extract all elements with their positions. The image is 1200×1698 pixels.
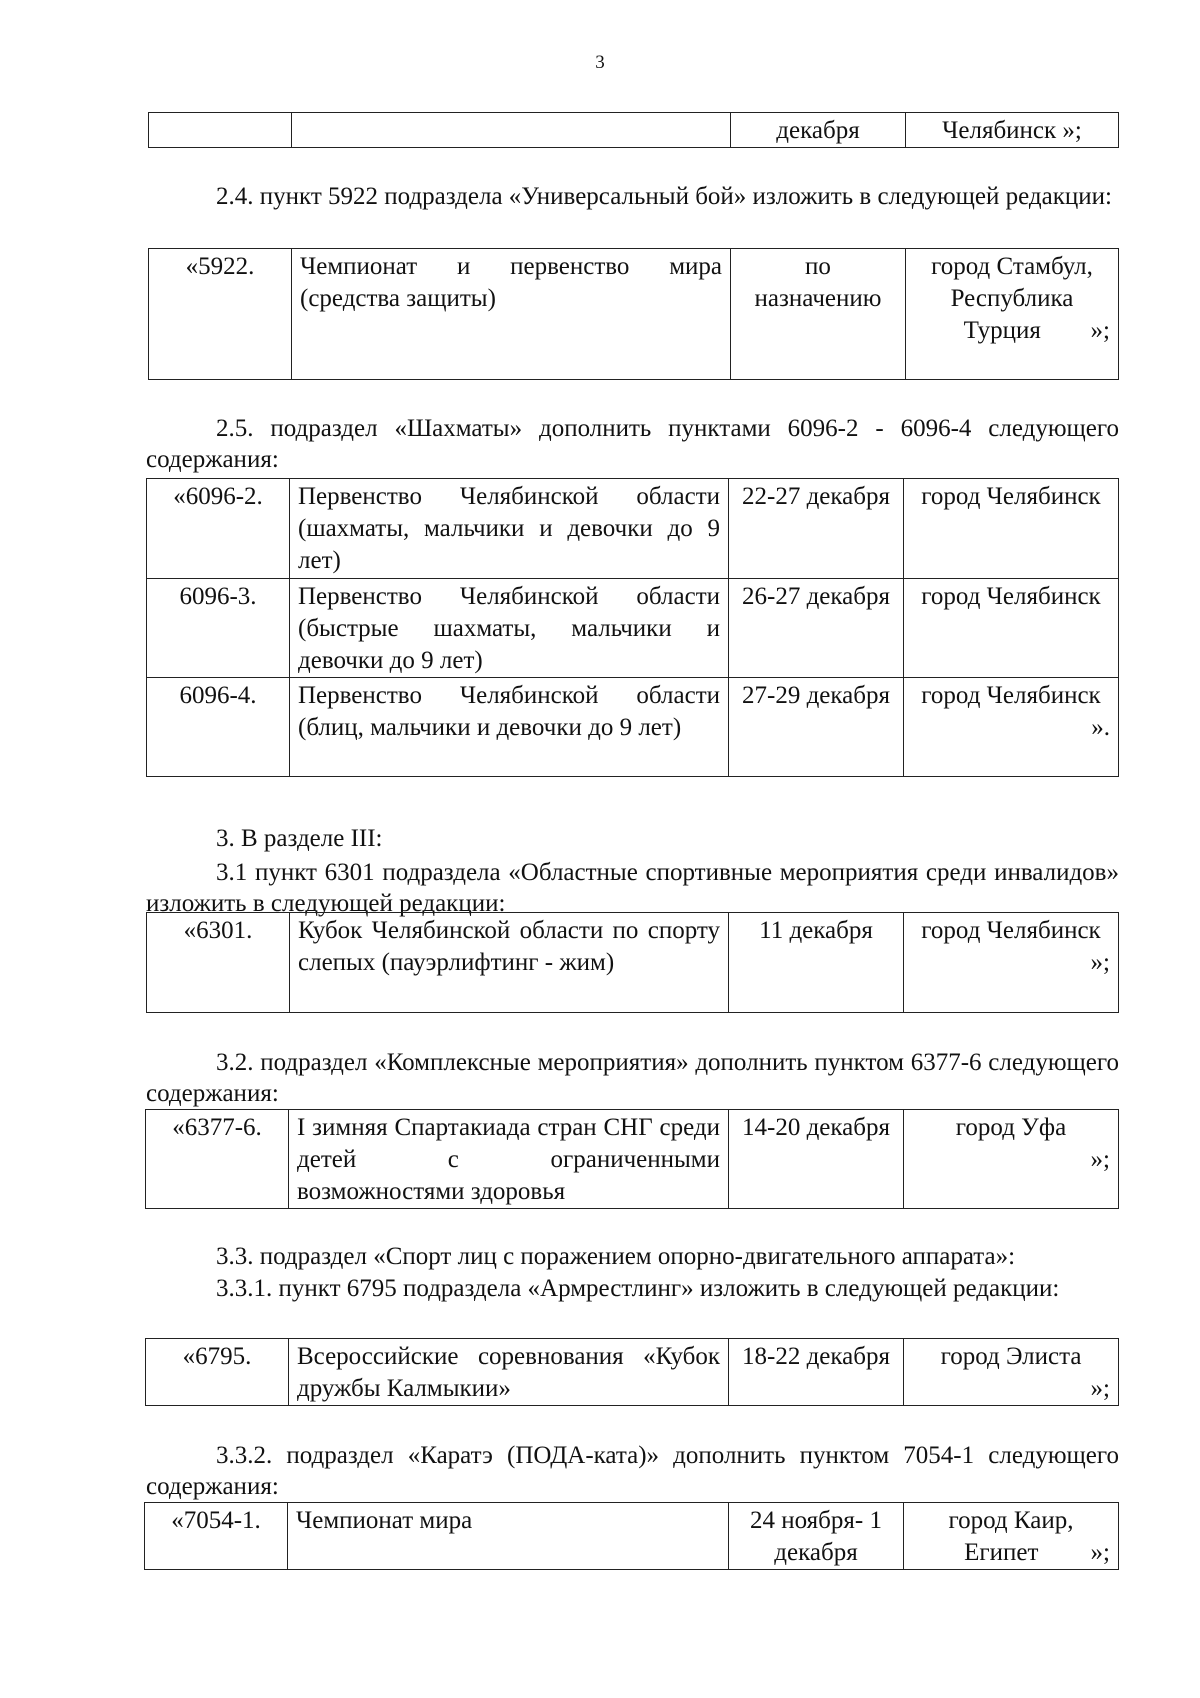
cell-num: 6096-4. [147, 678, 290, 777]
cell-num: «7054-1. [145, 1503, 288, 1570]
cell-name [292, 113, 731, 148]
paragraph-3-3: 3.3. подраздел «Спорт лиц с поражением опорно-двигательного аппарата»: [216, 1243, 1016, 1270]
paragraph-3-3-2: 3.3.2. подраздел «Каратэ (ПОДА-ката)» дополнить пунктом 7054-1 следующего содержания: [146, 1442, 1119, 1500]
table-6377-6 [145, 1109, 1119, 1209]
cell-place: город Челябинск [904, 579, 1119, 678]
cell-name: Чемпионат мира [288, 1503, 729, 1570]
place-text: город Уфа [955, 1114, 1067, 1141]
cell-place [904, 1503, 1119, 1570]
cell-num: 6096-3. [147, 579, 290, 678]
table-row [147, 479, 1119, 579]
paragraph-3-2: 3.2. подраздел «Комплексные мероприятия» дополнить пунктом 6377-6 следующего содержания: [146, 1049, 1119, 1107]
cell-date: декабря [731, 113, 906, 148]
cell-date: 11 декабря [729, 913, 904, 1013]
paragraph-2-4: 2.4. пункт 5922 подраздела «Универсальный бой» изложить в следующей редакции: [216, 183, 1112, 210]
table-7054-1 [144, 1502, 1119, 1570]
cell-date: 22-27 декабря [729, 479, 904, 579]
paragraph-3-1: 3.1 пункт 6301 подраздела «Областные спортивные мероприятия среди инвалидов» изложить в следующей редакции: [146, 859, 1119, 917]
cell-date: 27-29 декабря [729, 678, 904, 777]
cell-place [904, 1339, 1119, 1406]
table-row [147, 913, 1119, 1013]
cell-name: Чемпионат и первенство мира (средства защиты) [292, 249, 731, 380]
cell-num: «6795. [146, 1339, 289, 1406]
paragraph-3-3-1: 3.3.1. пункт 6795 подраздела «Армрестлинг» изложить в следующей редакции: [216, 1275, 1060, 1302]
cell-date: 24 ноября- 1 декабря [729, 1503, 904, 1570]
closing-quote: »; [1090, 949, 1110, 976]
cell-name: I зимняя Спартакиада стран СНГ среди детей с ограниченными возможностями здоровья [289, 1110, 729, 1209]
place-text: город Элиста [940, 1343, 1082, 1370]
closing-quote: »; [1090, 1146, 1110, 1173]
table-5922 [148, 248, 1119, 380]
cell-date: 26-27 декабря [729, 579, 904, 678]
table-continuation [148, 112, 1119, 148]
cell-place [904, 1110, 1119, 1209]
place-text: город Челябинск [921, 917, 1101, 944]
paragraph-2-5: 2.5. подраздел «Шахматы» дополнить пунктами 6096-2 - 6096-4 следующего содержания: [146, 415, 1119, 473]
cell-place [906, 249, 1119, 380]
cell-name: Всероссийские соревнования «Кубок дружбы Калмыкии» [289, 1339, 729, 1406]
cell-name: Кубок Челябинской области по спорту слепых (пауэрлифтинг - жим) [290, 913, 729, 1013]
place-text: город Челябинск [921, 682, 1101, 709]
table-row [145, 1503, 1119, 1570]
table-row [147, 678, 1119, 777]
place-text: город Стамбул, Республика Турция [931, 253, 1093, 344]
cell-num [149, 113, 292, 148]
table-6795 [145, 1338, 1119, 1406]
table-6096 [146, 478, 1119, 777]
cell-place [904, 913, 1119, 1013]
cell-date: 14-20 декабря [729, 1110, 904, 1209]
cell-num: «6301. [147, 913, 290, 1013]
table-row [146, 1110, 1119, 1209]
cell-date: 18-22 декабря [729, 1339, 904, 1406]
page-number: 3 [595, 52, 605, 73]
cell-date: по назначению [731, 249, 906, 380]
cell-num: «6096-2. [147, 479, 290, 579]
cell-place: город Челябинск [904, 479, 1119, 579]
closing-quote: ». [1091, 714, 1110, 741]
cell-place [904, 678, 1119, 777]
cell-num: «6377-6. [146, 1110, 289, 1209]
closing-quote: »; [1090, 1539, 1110, 1566]
cell-name: Первенство Челябинской области (блиц, мальчики и девочки до 9 лет) [290, 678, 729, 777]
section-3-heading: 3. В разделе III: [216, 825, 383, 852]
table-row [149, 113, 1119, 148]
closing-quote: »; [1090, 1375, 1110, 1402]
cell-name: Первенство Челябинской области (быстрые шахматы, мальчики и девочки до 9 лет) [290, 579, 729, 678]
closing-quote: »; [1090, 317, 1110, 344]
cell-name: Первенство Челябинской области (шахматы, мальчики и девочки до 9 лет) [290, 479, 729, 579]
cell-num: «5922. [149, 249, 292, 380]
table-row [149, 249, 1119, 380]
cell-place: Челябинск »; [906, 113, 1119, 148]
table-row [147, 579, 1119, 678]
table-row [146, 1339, 1119, 1406]
table-6301 [146, 912, 1119, 1013]
place-text: город Каир, Египет [948, 1507, 1074, 1566]
